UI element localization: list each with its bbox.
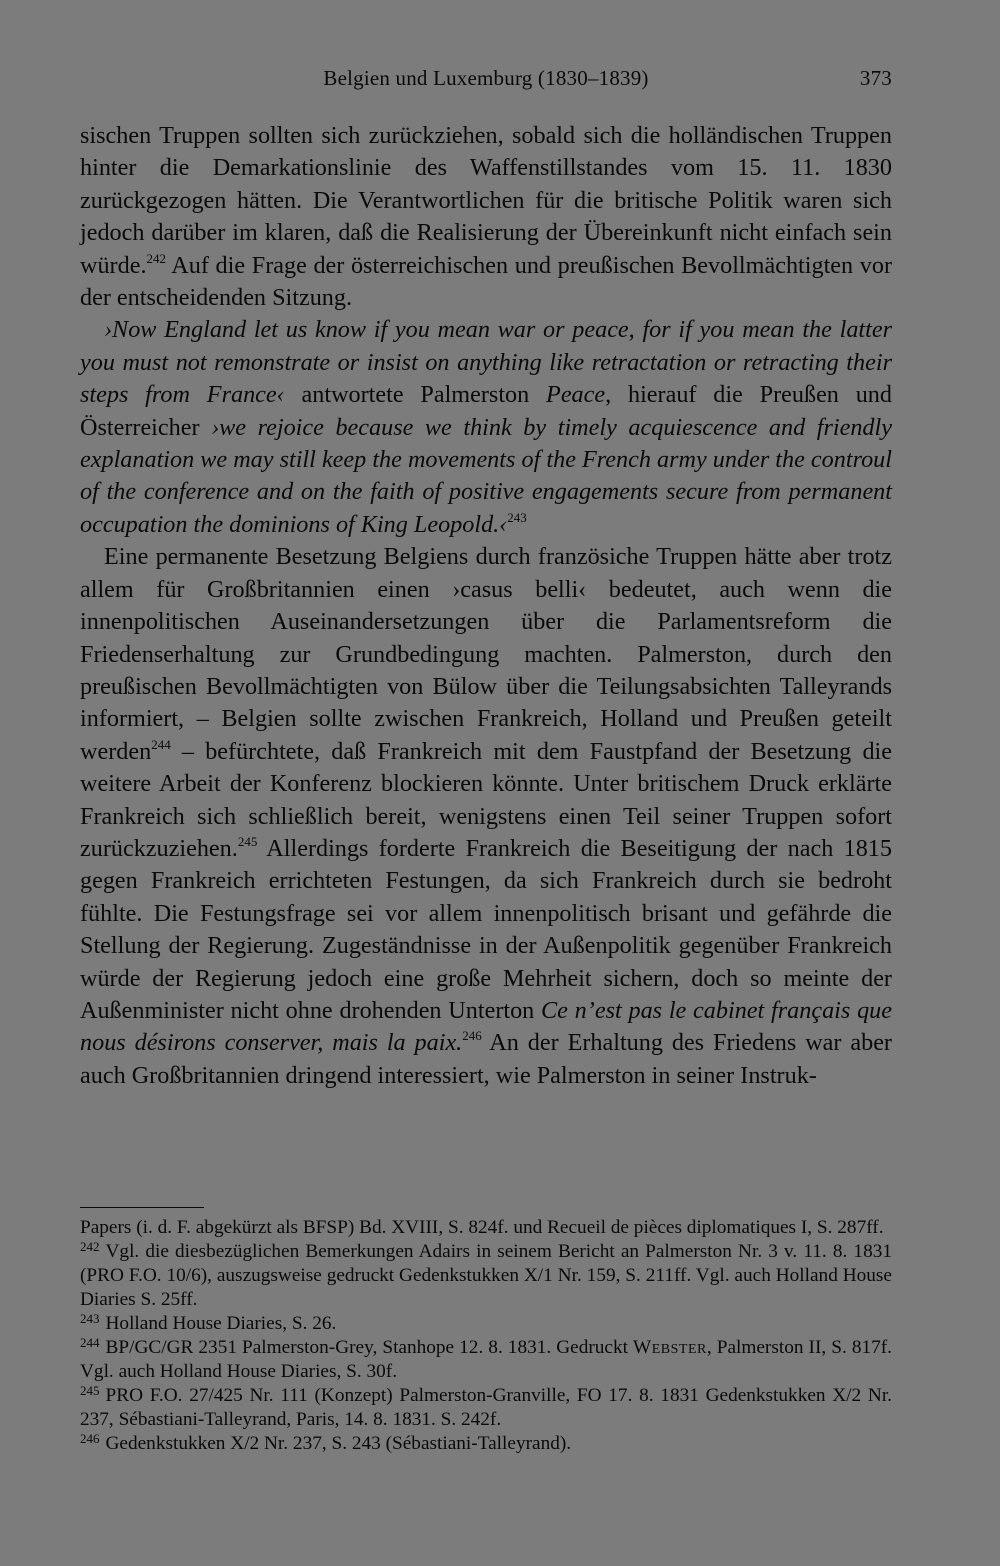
main-text bbox=[80, 120, 892, 1092]
footnote-text: Gedenkstukken X/2 Nr. 237, S. 243 (Sébastiani-Talleyrand). bbox=[105, 1433, 572, 1454]
paragraph-2 bbox=[80, 314, 892, 541]
text-run: An der Erhaltung des Friedens war aber auch Großbritannien dringend interessiert, wie Palmerston in seiner Instruk- bbox=[80, 1029, 892, 1089]
footnote-author: Webster bbox=[633, 1337, 707, 1358]
footnote-continuation: Papers (i. d. F. abgekürzt als BFSP) Bd. XVIII, S. 824f. und Recueil de pièces diplomatiques I, S. 287ff. bbox=[80, 1217, 884, 1238]
footnote-242 bbox=[80, 1240, 892, 1312]
text-run: Eine permanente Besetzung Belgiens durch französiche Truppen hätte aber trotz allem für Großbritannien einen ›casus belli‹ bedeutet, auch wenn die innenpolitischen Auseinandersetzungen über die Parlamentsreform die Friedenserhaltung zur Grundbedingung machten. Palmerston, durch den preußischen Bevollmächtigten von Bülow über die Teilungsabsichten Talleyrands informiert, – Belgien sollte zwischen Frankreich, Holland und Preußen geteilt werden bbox=[80, 543, 892, 765]
footnote-ref-243: 243 bbox=[507, 509, 527, 525]
text-run: sischen Truppen sollten sich zurückziehen, sobald sich die holländischen Truppen hinter die Demarkationslinie des Waffenstillstandes vom 15. 11. 1830 zurückgezogen hätten. Die Verantwortlichen für die britische Politik waren sich jedoch darüber im klaren, daß die Realisierung der Übereinkunft nicht einfach sein würde. bbox=[80, 122, 892, 279]
footnote-246 bbox=[80, 1432, 892, 1456]
footnote-number: 245 bbox=[80, 1383, 100, 1398]
footnote-244 bbox=[80, 1336, 892, 1384]
footnote-245 bbox=[80, 1384, 892, 1432]
footnote-text: BP/GC/GR 2351 Palmerston-Grey, Stanhope 12. 8. 1831. Gedruckt bbox=[105, 1337, 634, 1358]
footnote-text: Holland House Diaries, S. 26. bbox=[105, 1313, 337, 1334]
running-title: Belgien und Luxemburg (1830–1839) bbox=[323, 66, 649, 90]
text-run: Allerdings forderte Frankreich die Beseitigung der nach 1815 gegen Frankreich errichteten Festungen, da sich Frankreich durch sie bedroht fühlte. Die Festungsfrage sei vor allem innenpolitisch brisant und gefährde die Stellung der Regierung. Zugeständnisse in der Außenpolitik gegenüber Frankreich würde der Regierung jedoch eine große Mehrheit sichern, doch so meinte der Außenminister nicht ohne drohenden Unterton bbox=[80, 834, 892, 1024]
quote-english: ›Now England let us know if you mean war or peace, for if you mean the latter you must not remonstrate or insist on anything like retractation or retracting their steps from France‹ bbox=[80, 316, 892, 409]
footnote-ref-245: 245 bbox=[237, 833, 258, 849]
footnote-number: 243 bbox=[80, 1311, 100, 1326]
text-run: antwortete Palmerston bbox=[284, 381, 547, 409]
text-run: , hierauf die Preußen und Österreicher bbox=[80, 381, 892, 441]
footnotes bbox=[80, 1216, 892, 1456]
text-run: – befürchtete, daß Frankreich mit dem Faustpfand der Besetzung die weitere Arbeit der Konferenz blockieren könnte. Unter britischem Druck erklärte Frankreich sich schließlich bereit, wenigstens einen Teil seiner Truppen sofort zurückzuziehen. bbox=[80, 737, 892, 862]
footnote-ref-242: 242 bbox=[146, 250, 166, 266]
footnote-ref-246: 246 bbox=[462, 1028, 482, 1044]
footnote-number: 244 bbox=[80, 1335, 100, 1350]
quote-french: Ce n’est pas le cabinet français que nous désirons conserver, mais la paix. bbox=[80, 996, 892, 1057]
paragraph-1 bbox=[80, 120, 892, 314]
paragraph-3 bbox=[80, 541, 892, 1092]
footnote-text: , Palmerston II, S. 817f. Vgl. auch Holland House Diaries, S. 30f. bbox=[80, 1337, 892, 1382]
footnote-ref-244: 244 bbox=[151, 736, 171, 752]
footnote-text: PRO F.O. 27/425 Nr. 111 (Konzept) Palmerston-Granville, FO 17. 8. 1831 Gedenkstukken X/2 Nr. 237, Sébastiani-Talleyrand, Paris, 14. 8. 1831. S. 242f. bbox=[80, 1385, 892, 1430]
page-number: 373 bbox=[859, 66, 892, 90]
footnote-divider bbox=[80, 1207, 204, 1208]
quote-peace: Peace bbox=[546, 381, 606, 409]
footnote-number: 242 bbox=[80, 1239, 100, 1254]
running-header bbox=[80, 66, 892, 96]
footnote-number: 246 bbox=[80, 1431, 100, 1446]
footnote-243 bbox=[80, 1312, 892, 1336]
quote-prussian-austrian: ›we rejoice because we think by timely acquiescence and friendly explanation we may still keep the movements of the French army under the controul of the conference and on the faith of positive engagements secure from permanent occupation the dominions of King Leopold.‹ bbox=[80, 413, 892, 538]
footnote-text: Vgl. die diesbezüglichen Bemerkungen Adairs in seinem Bericht an Palmerston Nr. 3 v. 11. 8. 1831 (PRO F.O. 10/6), auszugsweise gedruckt Gedenkstukken X/1 Nr. 159, S. 211ff. Vgl. auch Holland House Diaries S. 25ff. bbox=[80, 1241, 892, 1310]
text-run: Auf die Frage der österreichischen und preußischen Bevollmächtigten vor der entscheidenden Sitzung. bbox=[80, 251, 892, 312]
